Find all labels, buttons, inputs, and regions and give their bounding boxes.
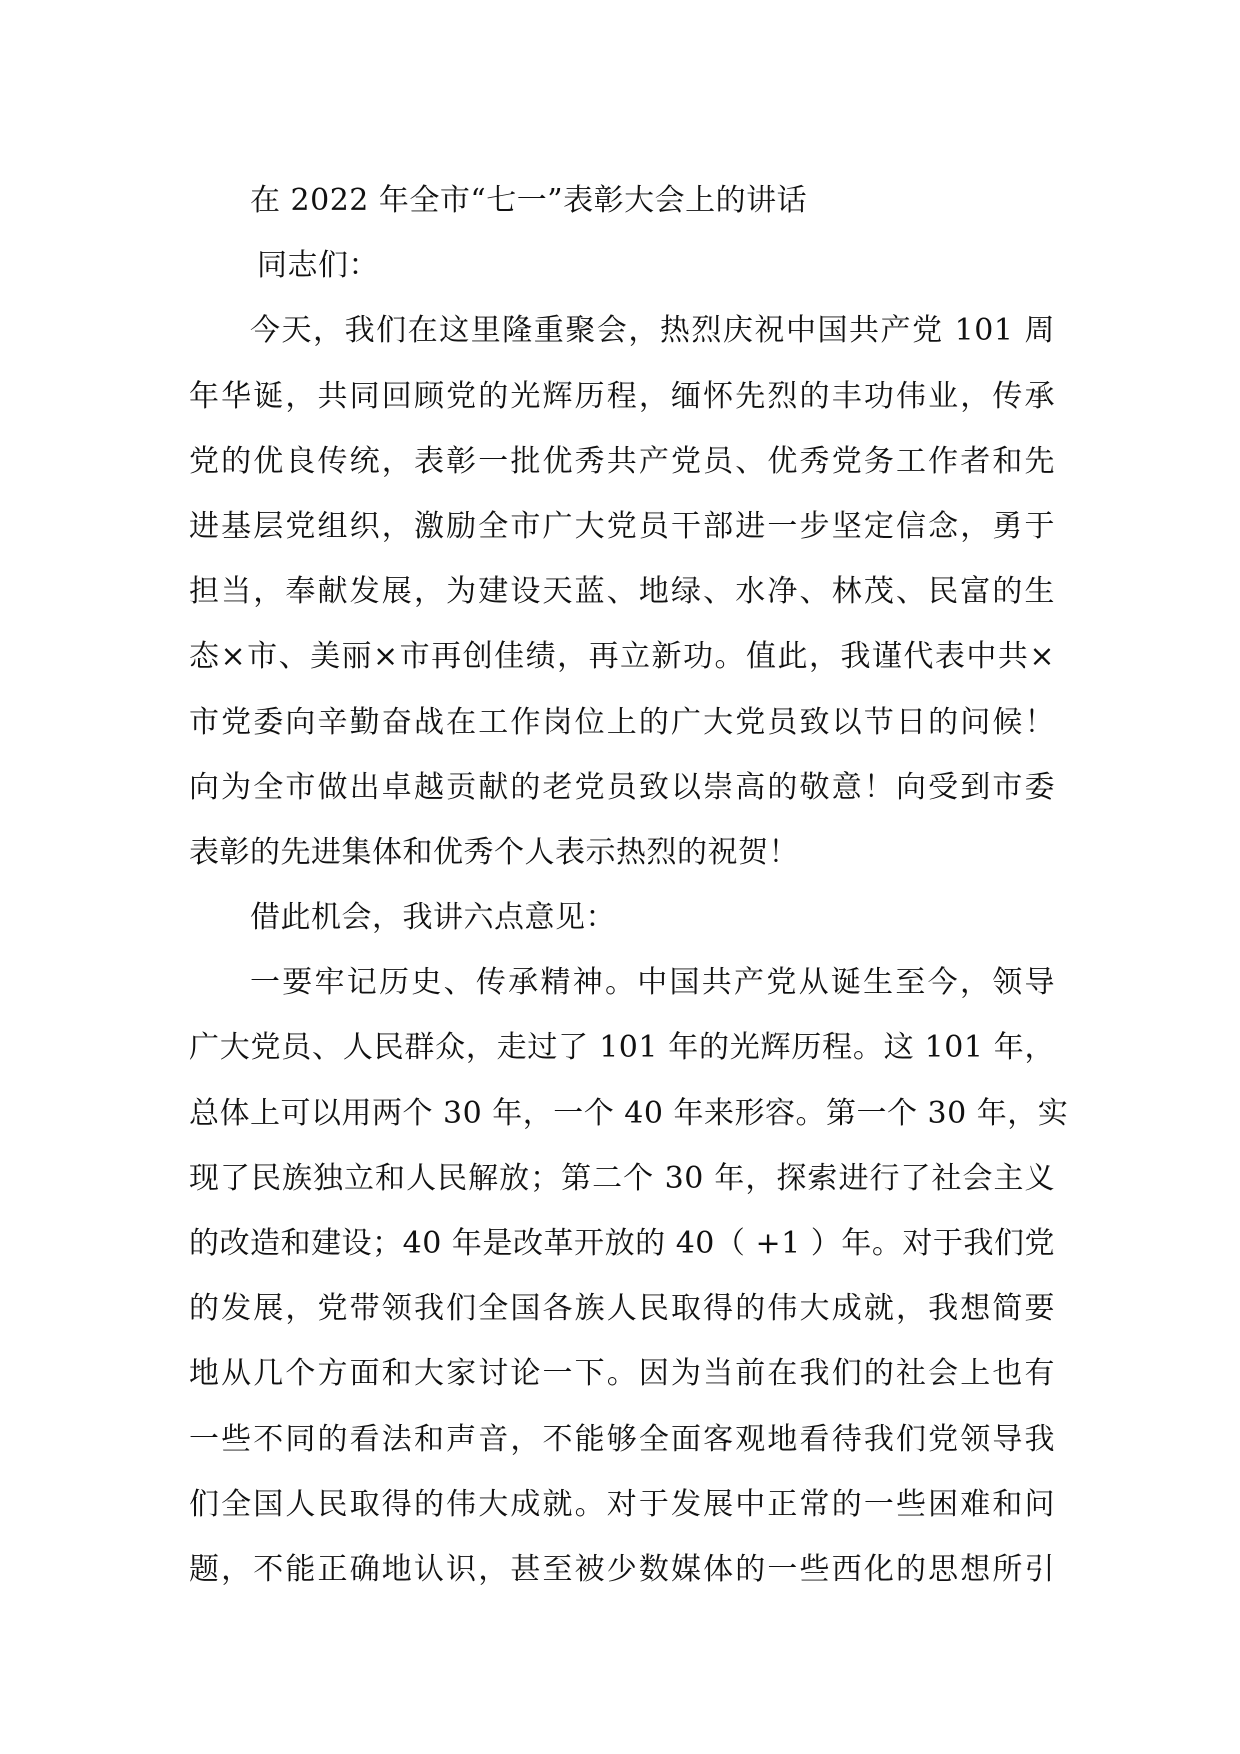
paragraph-line: 一些不同的看法和声音，不能够全面客观地看待我们党领导我	[189, 1421, 1055, 1457]
paragraph-line: 表彰的先进集体和优秀个人表示热烈的祝贺！	[189, 834, 799, 870]
paragraph-intro: 借此机会，我讲六点意见：	[250, 900, 616, 936]
paragraph-line: 一要牢记历史、传承精神。中国共产党从诞生至今，领导	[250, 965, 1055, 1001]
paragraph-line: 的发展，党带领我们全国各族人民取得的伟大成就，我想简要	[189, 1291, 1055, 1327]
paragraph-line: 们全国人民取得的伟大成就。对于发展中正常的一些困难和问	[189, 1486, 1055, 1522]
paragraph-line: 今天，我们在这里隆重聚会，热烈庆祝中国共产党 101 周	[250, 313, 1055, 349]
greeting: 同志们：	[257, 248, 379, 284]
paragraph-line: 年华诞，共同回顾党的光辉历程，缅怀先烈的丰功伟业，传承	[189, 378, 1055, 414]
paragraph-line: 担当，奉献发展，为建设天蓝、地绿、水净、林茂、民富的生	[189, 574, 1055, 610]
paragraph-line: 市党委向辛勤奋战在工作岗位上的广大党员致以节日的问候！	[189, 704, 1055, 740]
paragraph-line: 党的优良传统，表彰一批优秀共产党员、优秀党务工作者和先	[189, 443, 1055, 479]
paragraph-line: 态×市、美丽×市再创佳绩，再立新功。值此，我谨代表中共×	[189, 639, 1055, 675]
paragraph-line: 进基层党组织，激励全市广大党员干部进一步坚定信念，勇于	[189, 508, 1055, 544]
document-title: 在 2022 年全市“七一”表彰大会上的讲话	[250, 183, 808, 218]
paragraph-opening	[189, 298, 1055, 885]
document-page	[189, 168, 1069, 1602]
paragraph-line: 广大党员、人民群众，走过了 101 年的光辉历程。这 101 年，	[189, 1030, 1055, 1066]
paragraph-line: 题，不能正确地认识，甚至被少数媒体的一些西化的思想所引	[189, 1551, 1055, 1587]
paragraph-line: 现了民族独立和人民解放；第二个 30 年，探索进行了社会主义	[189, 1160, 1055, 1196]
paragraph-line: 的改造和建设；40 年是改革开放的 40（ +1 ）年。对于我们党	[189, 1226, 1055, 1261]
paragraph-point-one	[189, 950, 1069, 1602]
paragraph-line: 向为全市做出卓越贡献的老党员致以崇高的敬意！向受到市委	[189, 769, 1055, 805]
paragraph-line: 地从几个方面和大家讨论一下。因为当前在我们的社会上也有	[189, 1356, 1055, 1392]
paragraph-line: 总体上可以用两个 30 年，一个 40 年来形容。第一个 30 年，实	[189, 1095, 1069, 1131]
